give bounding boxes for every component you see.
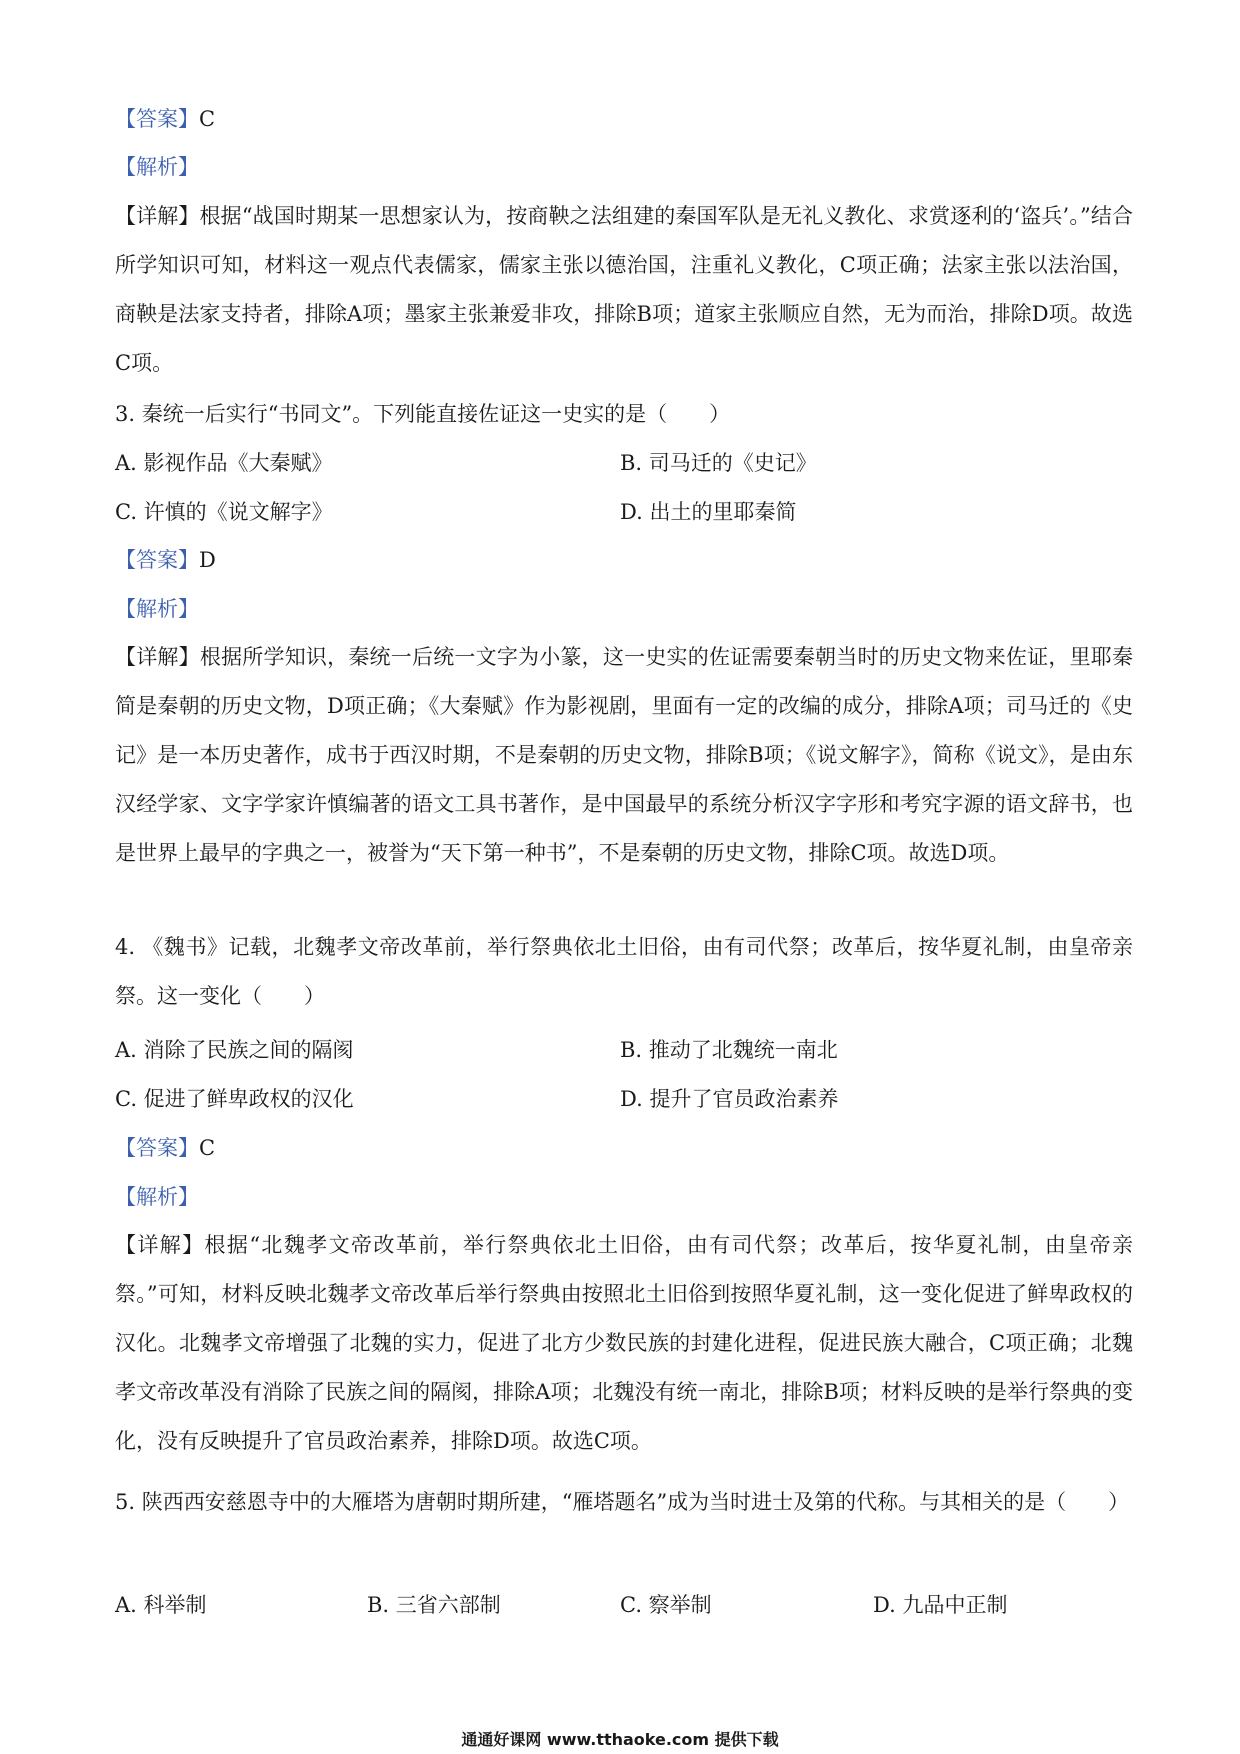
q3-stem: 3. 秦统一后实行“书同文”。下列能直接佐证这一史实的是（ ） [115,402,731,426]
q4-analysis-line [115,1183,1135,1211]
page-footer: 通通好课网 www.tthaoke.com 提供下载 [461,1730,779,1749]
q2-answer: C [199,107,216,131]
q2-detail-text: 根据“战国时期某一思想家认为，按商鞅之法组建的秦国军队是无礼义教化、求赏逐利的‘盗兵’。”结合所学知识可知，材料这一观点代表儒家，儒家主张以德治国，注重礼义教化，C项正确；法家主张以法治国，商鞅是法家支持者，排除A项；墨家主张兼爱非攻，排除B项；道家主张顺应自然，无为而治，排除D项。故选C项。 [115,204,1134,375]
q4-option-d: D. 提升了官员政治素养 [620,1087,839,1111]
q3-option-d: D. 出土的里耶秦简 [620,500,797,524]
answer-label: 【答案】 [115,548,199,572]
q5-option-b: B. 三省六部制 [367,1593,501,1617]
q3-analysis-line [115,595,1135,623]
q3-answer-line [115,546,1135,574]
q4-detail-text: 根据“北魏孝文帝改革前，举行祭典依北土旧俗，由有司代祭；改革后，按华夏礼制，由皇帝亲祭。”可知，材料反映北魏孝文帝改革后举行祭典由按照北土旧俗到按照华夏礼制，这一变化促进了鲜卑政权的汉化。北魏孝文帝增强了北魏的实力，促进了北方少数民族的封建化进程，促进民族大融合，C项正确；北魏孝文帝改革没有消除了民族之间的隔阂，排除A项；北魏没有统一南北，排除B项；材料反映的是举行祭典的变化，没有反映提升了官员政治素养，排除D项。故选C项。 [115,1233,1134,1453]
q3-option-b: B. 司马迁的《史记》 [620,451,817,475]
q4-option-c: C. 促进了鲜卑政权的汉化 [115,1087,354,1111]
detail-label: 【详解】 [115,204,200,228]
q3-detail [115,633,1133,878]
q3-detail-text: 根据所学知识，秦统一后统一文字为小篆，这一史实的佐证需要秦朝当时的历史文物来佐证，里耶秦简是秦朝的历史文物，D项正确；《大秦赋》作为影视剧，里面有一定的改编的成分，排除A项；司马迁的《史记》是一本历史著作，成书于西汉时期，不是秦朝的历史文物，排除B项；《说文解字》，简称《说文》，是由东汉经学家、文字学家许慎编著的语文工具书著作，是中国最早的系统分析汉字字形和考究字源的语文辞书，也是世界上最早的字典之一，被誉为“天下第一种书”，不是秦朝的历史文物，排除C项。故选D项。 [115,645,1134,865]
q5-option-c: C. 察举制 [620,1593,712,1617]
q3-option-a: A. 影视作品《大秦赋》 [115,451,333,475]
q4-option-b: B. 推动了北魏统一南北 [620,1038,838,1062]
q4-answer-line [115,1134,1135,1162]
q3-answer: D [199,548,216,572]
q2-detail [115,192,1133,388]
q2-analysis-line [115,153,1135,181]
q4-option-a: A. 消除了民族之间的隔阂 [115,1038,354,1062]
q2-answer-line [115,105,1135,133]
q5-option-a: A. 科举制 [115,1593,207,1617]
q4-stem: 4. 《魏书》记载，北魏孝文帝改革前，举行祭典依北土旧俗，由有司代祭；改革后，按华夏礼制，由皇帝亲祭。这一变化（ ） [115,935,1133,1008]
q4-detail [115,1221,1133,1466]
answer-label: 【答案】 [115,1136,199,1160]
q4-answer: C [199,1136,216,1160]
q3-option-c: C. 许慎的《说文解字》 [115,500,333,524]
detail-label: 【详解】 [115,645,200,669]
analysis-label: 【解析】 [115,1185,199,1209]
analysis-label: 【解析】 [115,597,199,621]
q5-stem: 5. 陕西西安慈恩寺中的大雁塔为唐朝时期所建，“雁塔题名”成为当时进士及第的代称。与其相关的是（ ） [115,1490,1130,1514]
detail-label: 【详解】 [115,1233,205,1257]
answer-label: 【答案】 [115,107,199,131]
analysis-label: 【解析】 [115,155,199,179]
q5-option-d: D. 九品中正制 [873,1593,1008,1617]
